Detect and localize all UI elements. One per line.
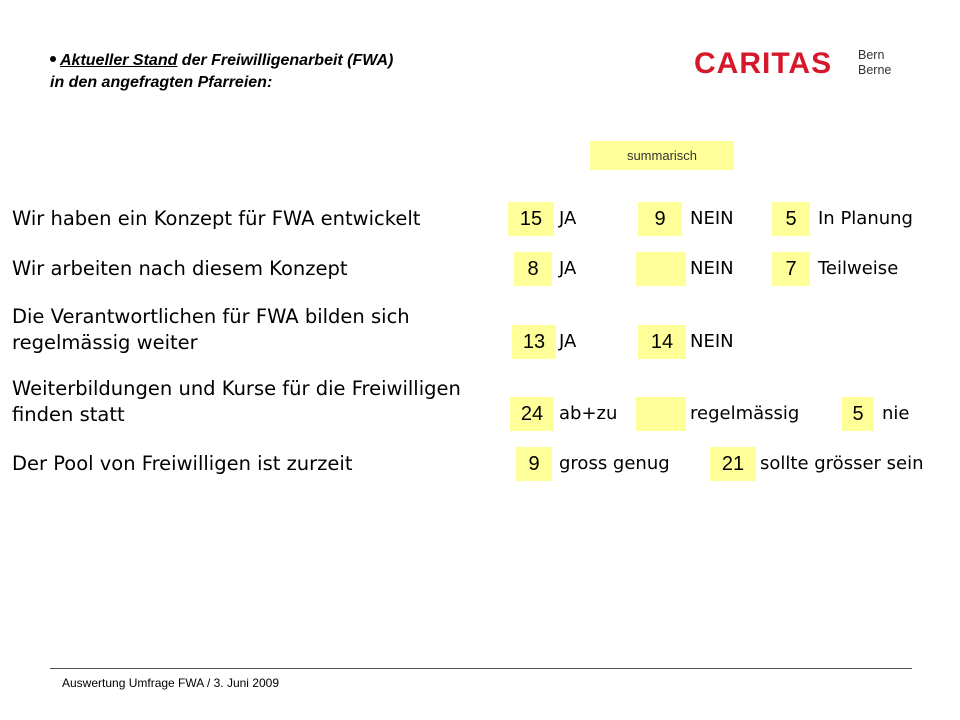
answer-value: 24 bbox=[510, 397, 554, 431]
answer-value: 5 bbox=[842, 397, 874, 431]
question-3-line-2: regelmässig weiter bbox=[12, 331, 198, 354]
question-3-line-1: Die Verantwortlichen für FWA bilden sich bbox=[12, 305, 410, 328]
answer-label: gross genug bbox=[559, 453, 670, 474]
logo-sub-berne: Berne bbox=[858, 63, 892, 77]
answer-value: 7 bbox=[772, 252, 810, 286]
answer-value: 13 bbox=[512, 325, 556, 359]
question-1 bbox=[12, 206, 420, 232]
answer-value: 21 bbox=[710, 447, 756, 481]
question-2-line-1: Wir arbeiten nach diesem Konzept bbox=[12, 257, 348, 280]
question-5 bbox=[12, 451, 352, 477]
question-3 bbox=[12, 304, 410, 356]
question-4-line-2: finden statt bbox=[12, 403, 125, 426]
question-4-line-1: Weiterbildungen und Kurse für die Freiwilligen bbox=[12, 377, 461, 400]
answer-value: 8 bbox=[514, 252, 552, 286]
bullet-icon bbox=[50, 56, 56, 62]
answer-value-empty bbox=[636, 397, 686, 431]
logo-subtitle bbox=[858, 48, 891, 78]
answer-value: 14 bbox=[638, 325, 686, 359]
title-line-2: in den angefragten Pfarreien: bbox=[50, 74, 273, 91]
title-line-1 bbox=[50, 50, 393, 72]
logo-wordmark: CARITAS bbox=[694, 47, 833, 80]
answer-value: 9 bbox=[638, 202, 682, 236]
answer-value: 5 bbox=[772, 202, 810, 236]
answer-value-empty bbox=[636, 252, 686, 286]
answer-value: 9 bbox=[516, 447, 552, 481]
answer-label: NEIN bbox=[690, 331, 734, 352]
question-4 bbox=[12, 376, 461, 428]
answer-label: JA bbox=[559, 258, 577, 279]
question-5-line-1: Der Pool von Freiwilligen ist zurzeit bbox=[12, 452, 353, 475]
question-2 bbox=[12, 256, 348, 282]
footer-text: Auswertung Umfrage FWA / 3. Juni 2009 bbox=[62, 676, 279, 690]
answer-label: NEIN bbox=[690, 208, 734, 229]
summary-badge: summarisch bbox=[590, 141, 734, 170]
answer-label: regelmässig bbox=[690, 403, 800, 424]
answer-value: 15 bbox=[508, 202, 554, 236]
answer-label: sollte grösser sein bbox=[760, 453, 924, 474]
answer-label: In Planung bbox=[818, 208, 913, 229]
answer-label: JA bbox=[559, 331, 577, 352]
answer-label: ab+zu bbox=[559, 403, 618, 424]
logo-sub-bern: Bern bbox=[858, 48, 885, 62]
title-rest-text: der Freiwilligenarbeit (FWA) bbox=[177, 52, 394, 69]
question-1-line-1: Wir haben ein Konzept für FWA entwickelt bbox=[12, 207, 421, 230]
footer-divider bbox=[50, 668, 912, 669]
answer-label: nie bbox=[882, 403, 910, 424]
title-underlined-text: Aktueller Stand bbox=[60, 52, 178, 69]
page-title bbox=[50, 50, 393, 94]
answer-label: NEIN bbox=[690, 258, 734, 279]
answer-label: Teilweise bbox=[818, 258, 899, 279]
answer-label: JA bbox=[559, 208, 577, 229]
